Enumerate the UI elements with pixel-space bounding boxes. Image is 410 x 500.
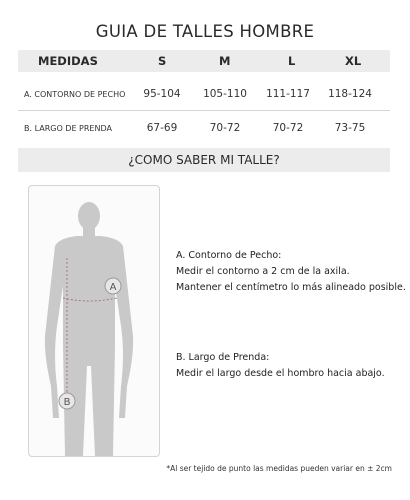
instruction-a-line1: Medir el contorno a 2 cm de la axila. (176, 266, 350, 277)
header-medidas: MEDIDAS (38, 54, 98, 68)
header-size-s: S (158, 54, 167, 68)
instruction-b-line1: Medir el largo desde el hombro hacia abajo. (176, 368, 385, 379)
cell-chest-m: 105-110 (203, 88, 247, 100)
marker-a: A (109, 282, 117, 293)
row-divider (18, 110, 390, 111)
row-label-chest: A. CONTORNO DE PECHO (24, 90, 126, 99)
instruction-a-title: A. Contorno de Pecho: (176, 250, 282, 261)
instructions-a (176, 248, 406, 296)
marker-b: B (63, 397, 71, 408)
page-title: GUIA DE TALLES HOMBRE (95, 22, 315, 41)
body-silhouette-icon (29, 186, 159, 456)
instruction-b-title: B. Largo de Prenda: (176, 352, 270, 363)
instructions-b (176, 350, 385, 382)
cell-chest-l: 111-117 (266, 88, 310, 100)
header-size-l: L (288, 54, 296, 68)
variation-note: *Al ser tejido de punto las medidas pueden variar en ± 2cm (166, 464, 392, 473)
header-size-m: M (219, 54, 231, 68)
body-figure-panel (28, 185, 160, 457)
cell-length-m: 70-72 (209, 122, 241, 134)
header-size-xl: XL (345, 54, 362, 68)
instruction-a-line2: Mantener el centímetro lo más alineado posible. (176, 282, 406, 293)
row-label-length: B. LARGO DE PRENDA (24, 124, 112, 133)
cell-length-l: 70-72 (272, 122, 304, 134)
cell-length-xl: 73-75 (334, 122, 366, 134)
table-header (18, 50, 390, 72)
cell-chest-xl: 118-124 (328, 88, 372, 100)
how-to-heading: ¿COMO SABER MI TALLE? (18, 148, 390, 172)
cell-chest-s: 95-104 (143, 88, 181, 100)
cell-length-s: 67-69 (146, 122, 178, 134)
